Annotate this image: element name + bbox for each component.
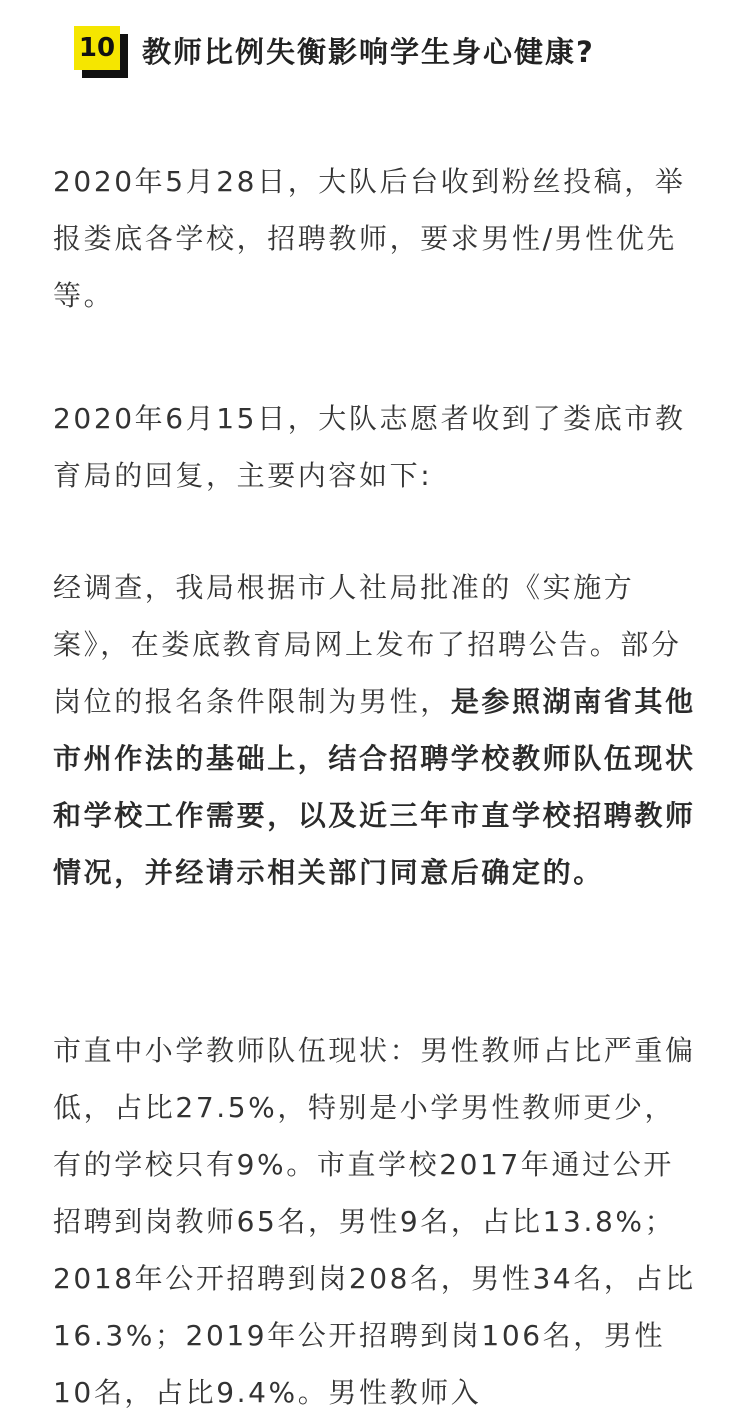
paragraph-teacher-statistics: 市直中小学教师队伍现状：男性教师占比严重偏低，占比27.5%，特别是小学男性教师更少，有的学校只有9%。市直学校2017年通过公开招聘到岗教师65名，男性9名，占比13.8%；2018年公开招聘到岗208名，男性34名，占比16.3%；2019年公开招聘到岗106名，男性10名，占比9.4%。男性教师入 (53, 1034, 696, 1409)
paragraph-reply-intro: 2020年6月15日，大队志愿者收到了娄底市教育局的回复，主要内容如下: (53, 402, 686, 492)
paragraph-submission: 2020年5月28日，大队后台收到粉丝投稿，举报娄底各学校，招聘教师，要求男性/男性优先等。 (53, 165, 686, 312)
reply-text: 经调查，我局根据市人社局批准的《实施方案》，在娄底教育局网上发布了招聘公告。部分岗位的报名条件限制为男性， (53, 571, 682, 718)
section-title: 教师比例失衡影响学生身心健康? (142, 34, 595, 69)
section-number-badge (74, 26, 124, 74)
reply-text-emphasis: 是参照湖南省其他市州作法的基础上，结合招聘学校教师队伍现状和学校工作需要，以及近三年市直学校招聘教师情况，并经请示相关部门同意后确定的。 (53, 685, 696, 889)
section-number: 10 (74, 26, 120, 70)
section-heading (74, 18, 595, 82)
paragraph-reply-content (53, 559, 698, 901)
